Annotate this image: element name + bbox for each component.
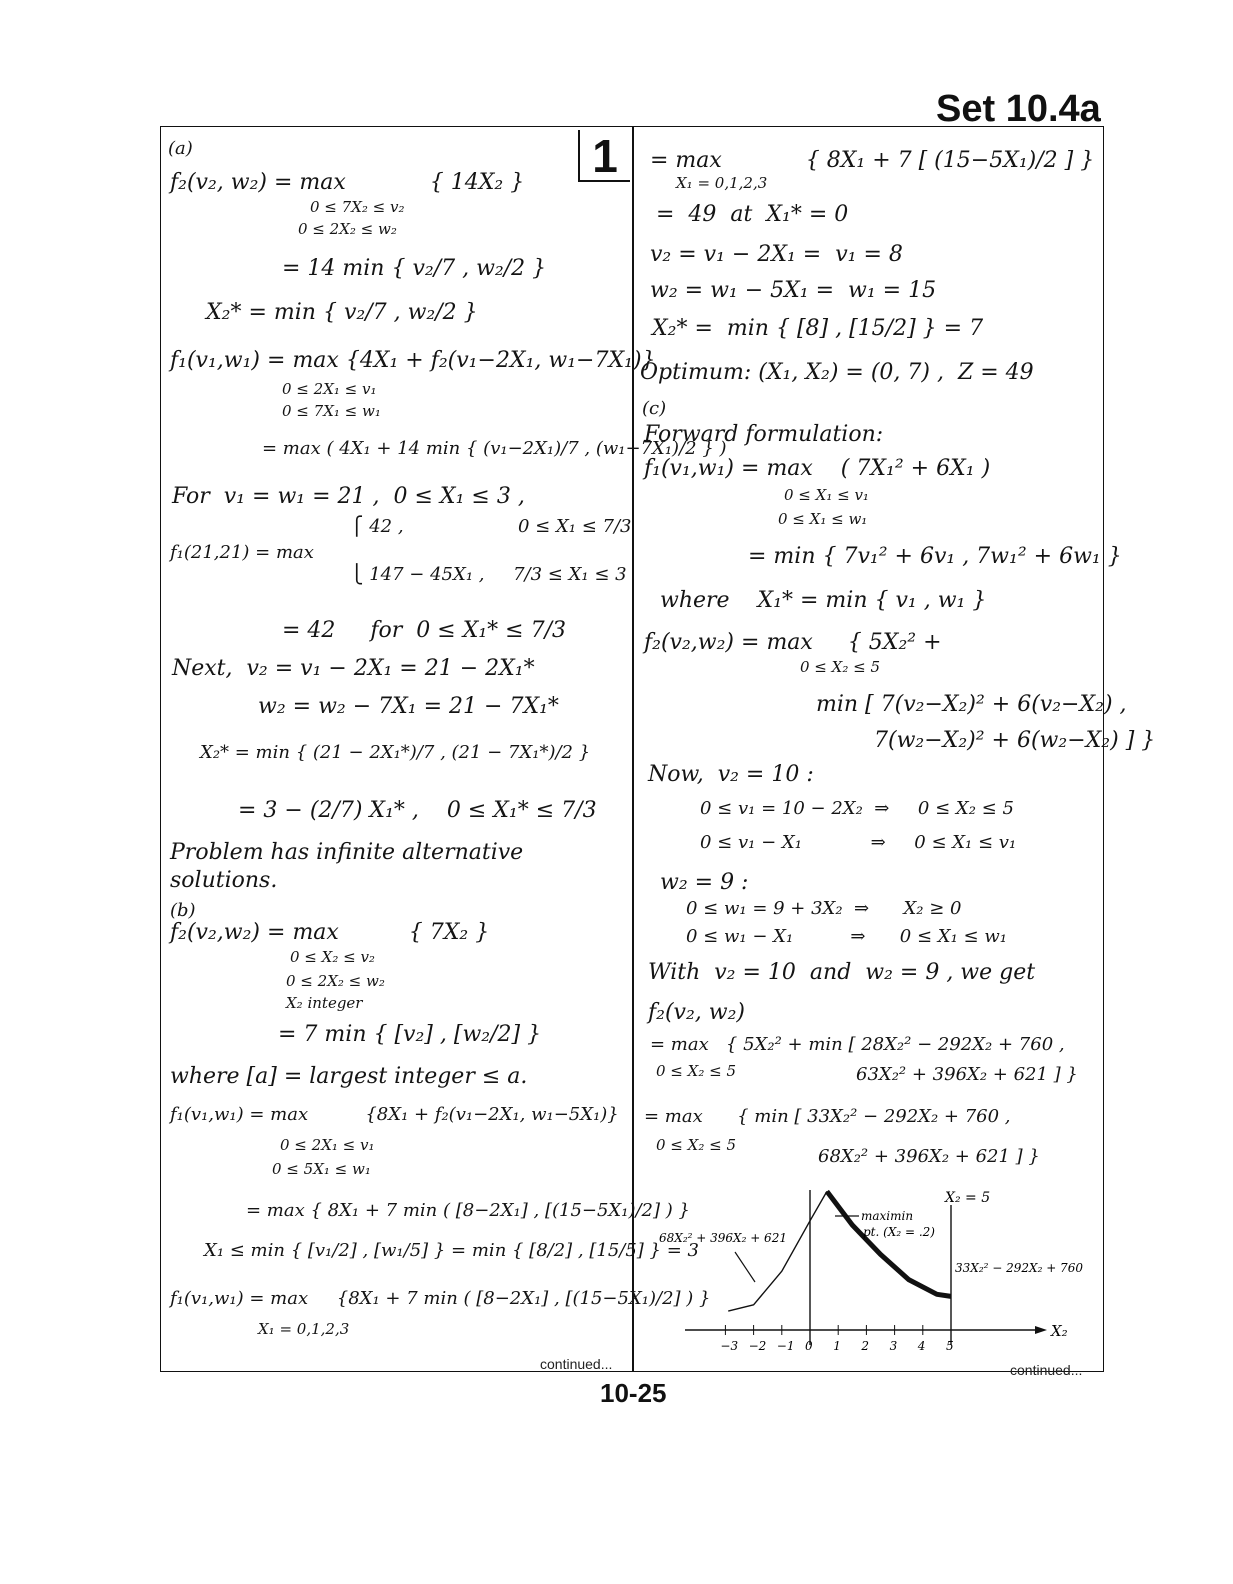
equation-line: = 3 − (2/7) X₁* , 0 ≤ X₁* ≤ 7/3 [238,798,597,823]
equation-line: X₂* = min { v₂/7 , w₂/2 } [206,300,478,325]
text-line: Now, v₂ = 10 : [648,762,814,787]
part-a-label: (a) [168,138,193,159]
x-tick-label: −2 [748,1339,767,1353]
equation-line: 68X₂² + 396X₂ + 621 ] } [818,1146,1040,1167]
equation-line: f₂(v₂, w₂) [648,1000,746,1025]
constraint-line: 0 ≤ 2X₁ ≤ v₁ [280,1136,375,1154]
equation-line: f₂(v₂,w₂) = max { 7X₂ } [170,920,490,945]
equation-line: X₂* = min { (21 − 2X₁*)/7 , (21 − 7X₁*)/2 } [200,742,591,763]
x-tick-label: 4 [917,1339,926,1353]
constraint-line: 0 ≤ 2X₁ ≤ v₁ [282,380,377,398]
left-parabola-curve [728,1191,827,1311]
x-axis-arrow [1035,1326,1047,1334]
right-parabola-curve [827,1191,951,1296]
constraint-line: 0 ≤ 2X₂ ≤ w₂ [298,220,397,238]
equation-line: 63X₂² + 396X₂ + 621 ] } [856,1064,1078,1085]
maximin-point-label: pt. (X₂ = .2) [863,1225,935,1239]
equation-line: = max { 8X₁ + 7 [ (15−5X₁)/2 ] } [650,148,1095,173]
equation-line: = 49 at X₁* = 0 [656,202,849,227]
maximin-sketch [655,1180,1095,1360]
page-number: 10-25 [600,1378,667,1408]
equation-line: f₁(v₁,w₁) = max ( 7X₁² + 6X₁ ) [644,456,991,481]
equation-line: = max { min [ 33X₂² − 292X₂ + 760 , [644,1106,1011,1127]
equation-line: 0 ≤ w₁ − X₁ ⇒ 0 ≤ X₁ ≤ w₁ [686,926,1007,947]
text-line: w₂ = 9 : [660,870,749,895]
right-curve-label: 33X₂² − 292X₂ + 760 [955,1261,1083,1275]
text-line: where [a] = largest integer ≤ a. [170,1064,528,1089]
continued-left: continued... [540,1356,613,1372]
constraint-line: 0 ≤ 7X₁ ≤ w₁ [282,402,381,420]
equation-line: = 42 for 0 ≤ X₁* ≤ 7/3 [282,618,567,643]
equation-line: f₁(v₁,w₁) = max {4X₁ + f₂(v₁−2X₁, w₁−7X₁)} [170,348,656,373]
equation-line: ⎩ 147 − 45X₁ , 7/3 ≤ X₁ ≤ 3 [350,564,627,585]
constraint-line: 0 ≤ X₁ ≤ w₁ [778,510,868,528]
equation-line: w₂ = w₂ − 7X₁ = 21 − 7X₁* [258,694,559,719]
equation-line: For v₁ = w₁ = 21 , 0 ≤ X₁ ≤ 3 , [172,484,525,509]
part-c-label: (c) [642,398,667,419]
text-line: With v₂ = 10 and w₂ = 9 , we get [648,960,1036,985]
constraint-line: 0 ≤ 2X₂ ≤ w₂ [286,972,385,990]
constraint-line: X₁ = 0,1,2,3 [676,174,768,192]
x-tick-label: −1 [776,1339,795,1353]
equation-line: f₁(21,21) = max [170,542,314,563]
equation-line: f₂(v₂,w₂) = max { 5X₂² + [644,630,942,655]
equation-line: 0 ≤ v₁ = 10 − 2X₂ ⇒ 0 ≤ X₂ ≤ 5 [700,798,1014,819]
equation-line: where X₁* = min { v₁ , w₁ } [660,588,987,613]
constraint-line: 0 ≤ 5X₁ ≤ w₁ [272,1160,371,1178]
constraint-line: 0 ≤ X₂ ≤ 5 [800,658,880,676]
equation-line: f₁(v₁,w₁) = max {8X₁ + 7 min ( [8−2X₁] , [(15−5X₁)/2] ) } [170,1288,711,1309]
equation-line: 0 ≤ v₁ − X₁ ⇒ 0 ≤ X₁ ≤ v₁ [700,832,1017,853]
x-tick-label: 1 [833,1339,841,1353]
constraint-line: 0 ≤ X₂ ≤ 5 [656,1136,736,1154]
left-label-arrow [735,1252,755,1282]
x-tick-label: 5 [946,1339,954,1353]
equation-line: = max { 5X₂² + min [ 28X₂² − 292X₂ + 760 , [650,1034,1065,1055]
constraint-line: 0 ≤ X₁ ≤ v₁ [784,486,869,504]
equation-line: = max { 8X₁ + 7 min ( [8−2X₁] , [(15−5X₁)/2] ) } [246,1200,690,1221]
equation-line: = max ( 4X₁ + 14 min { (v₁−2X₁)/7 , (w₁−7X₁)/2 } ) [262,438,727,459]
text-line: Problem has infinite alternative [170,840,524,865]
equation-line: v₂ = v₁ − 2X₁ = v₁ = 8 [650,242,903,267]
text-line: solutions. [170,868,278,893]
equation-line: Optimum: (X₁, X₂) = (0, 7) , Z = 49 [640,360,1034,385]
equation-line: X₂* = min { [8] , [15/2] } = 7 [652,316,984,341]
maximin-label: maximin [861,1209,914,1223]
equation-line: Next, v₂ = v₁ − 2X₁ = 21 − 2X₁* [172,656,535,681]
equation-line: w₂ = w₁ − 5X₁ = w₁ = 15 [650,278,937,303]
equation-line: = 7 min { [v₂] , [w₂/2] } [278,1022,542,1047]
equation-line: 0 ≤ w₁ = 9 + 3X₂ ⇒ X₂ ≥ 0 [686,898,962,919]
x-eq-5-label: X₂ = 5 [945,1190,991,1206]
part-b-label: (b) [170,900,196,921]
x-tick-label: 2 [861,1339,870,1353]
x-tick-label: −3 [720,1339,739,1353]
equation-line: = 14 min { v₂/7 , w₂/2 } [282,256,547,281]
column-divider [632,126,634,1372]
left-curve-label: 68X₂² + 396X₂ + 621 [659,1231,787,1245]
constraint-line: 0 ≤ X₂ ≤ v₂ [290,948,375,966]
constraint-line: X₁ = 0,1,2,3 [258,1320,350,1338]
constraint-line: 0 ≤ 7X₂ ≤ v₂ [310,198,405,216]
x-tick-label: 3 [889,1339,898,1353]
constraint-line: X₂ integer [286,994,363,1012]
x-tick-label: 0 [805,1339,813,1353]
page-title: Set 10.4a [936,88,1101,130]
constraint-line: 0 ≤ X₂ ≤ 5 [656,1062,736,1080]
equation-line: = min { 7v₁² + 6v₁ , 7w₁² + 6w₁ } [748,544,1122,569]
problem-number-box: 1 [578,130,630,182]
equation-line: f₂(v₂, w₂) = max { 14X₂ } [170,170,525,195]
equation-line: X₁ ≤ min { [v₁/2] , [w₁/5] } = min { [8/2] , [15/5] } = 3 [204,1240,699,1261]
continued-right: continued... [1010,1362,1083,1378]
equation-line: min [ 7(v₂−X₂)² + 6(v₂−X₂) , [816,692,1127,717]
x-axis-label: X₂ [1051,1322,1068,1340]
text-line: Forward formulation: [644,422,884,447]
equation-line: ⎧ 42 , 0 ≤ X₁ ≤ 7/3 [350,516,632,537]
equation-line: f₁(v₁,w₁) = max {8X₁ + f₂(v₁−2X₁, w₁−5X₁)} [170,1104,619,1125]
equation-line: 7(w₂−X₂)² + 6(w₂−X₂) ] } [874,728,1156,753]
